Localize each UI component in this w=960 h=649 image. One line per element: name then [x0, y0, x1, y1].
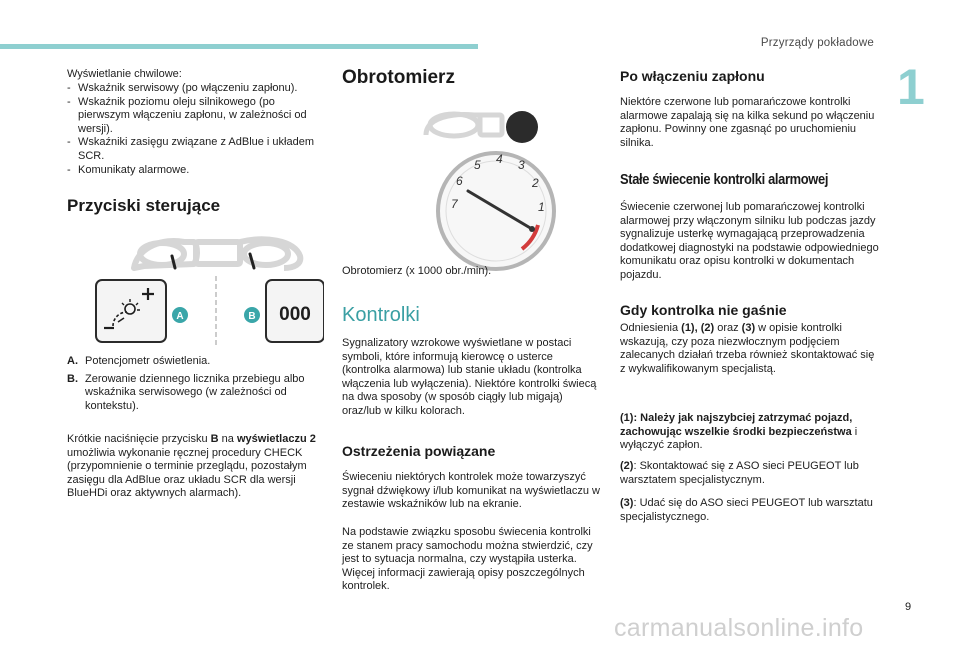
list-item: - Komunikaty alarmowe.: [67, 164, 329, 178]
ignition-paragraph: Niektóre czerwone lub pomarańczowe kontrolki alarmowe zapalają się na kilka sekund po włączeniu zapłonu. Powinny one zgasnąć po uruchomieniu silnika.: [620, 96, 875, 149]
light-stays-on-heading: Gdy kontrolka nie gaśnie: [620, 302, 787, 318]
cluster-outline-icon: [426, 111, 538, 143]
definition-row: [67, 373, 329, 414]
temporary-display-list: [67, 82, 329, 177]
warning-lights-paragraph: Sygnalizatory wzrokowe wyświetlane w postaci symboli, które informują kierowcę o usterce (kontrolka alarmowa) lub stanie układu (kontrolka włączenia lub wyłączenia). Niektóre kontrolki świecą na dwa sposoby (w sposób ciągły lub migają) oraz/lub w kilku kolorach.: [342, 337, 597, 417]
note-3: (3): Udać się do ASO sieci PEUGEOT lub warsztatu specjalistycznego.: [620, 497, 873, 523]
note-2: (2): Skontaktować się z ASO sieci PEUGEOT lub warsztatem specjalistycznym.: [620, 460, 859, 486]
gauge-number: 2: [532, 176, 539, 190]
temporary-display-intro: Wyświetlanie chwilowe:: [67, 68, 182, 80]
tachometer-illustration: [414, 105, 574, 275]
definition-text: Potencjometr oświetlenia.: [85, 355, 211, 367]
note-1: (1): Należy jak najszybciej zatrzymać pojazd, zachowując wszelkie środki bezpieczeństwa i wyłączyć zapłon.: [620, 412, 858, 452]
light-stays-on-paragraph: Odniesienia (1), (2) oraz (3) w opisie kontrolki wskazują, czy poza niezwłocznym podjęciem zalecanych działań trzeba również skontaktować się z wykwalifikowanym specjalistą.: [620, 322, 875, 375]
brightness-button-icon: [96, 280, 166, 342]
chapter-title: Przyrządy pokładowe: [760, 37, 874, 49]
chapter-number: 1: [897, 59, 925, 115]
list-item: - Wskaźniki zasięgu związane z AdBlue i układem SCR.: [67, 136, 329, 163]
related-warnings-heading: Ostrzeżenia powiązane: [342, 443, 496, 459]
related-warnings-paragraph-1: Świeceniu niektórych kontrolek może towarzyszyć sygnał dźwiękowy i/lub komunikat na wyświetlaczu w zestawie wskaźników lub na ekranie.: [342, 471, 600, 511]
page-number: 9: [905, 601, 912, 613]
list-item: - Wskaźnik poziomu oleju silnikowego (po pierwszym włączeniu zapłonu, w zależności od wersji).: [67, 96, 329, 137]
warning-lights-heading: Kontrolki: [342, 304, 420, 326]
gauge-number: 5: [474, 158, 481, 172]
check-procedure-paragraph: Krótkie naciśnięcie przycisku B na wyświetlaczu 2 umożliwia wykonanie ręcznej procedury CHECK (przypomnienie o terminie przeglądu, pozostałym zasięgu dla AdBlue oraz układu SCR dla wersji BlueHDi oraz aktywnych alarmach).: [67, 433, 316, 500]
watermark: carmanualsonline.info: [614, 614, 864, 642]
definition-text: Zerowanie dziennego licznika przebiegu albo wskaźnika serwisowego (w zależności od kontekstu).: [85, 372, 305, 412]
list-item: - Wskaźnik serwisowy (po włączeniu zapłonu).: [67, 82, 329, 96]
tachometer-heading: Obrotomierz: [342, 67, 455, 88]
button-a-label: A: [176, 311, 184, 322]
permanent-light-heading: Stałe świecenie kontrolki alarmowej: [620, 171, 829, 188]
tachometer-caption: Obrotomierz (x 1000 obr./min).: [342, 265, 492, 277]
related-warnings-paragraph-2: Na podstawie związku sposobu świecenia kontrolki ze stanem pracy samochodu można stwierdzić, czy jest to sytuacja normalna, czy wystąpiła usterka. Więcej informacji zawierają opisy poszczególnych kontrolek.: [342, 526, 593, 593]
gauge-number: 6: [456, 174, 463, 188]
definition-key: A.: [67, 355, 78, 367]
tachometer-dial-icon: [438, 152, 554, 269]
permanent-light-paragraph: Świecenie czerwonej lub pomarańczowej kontrolki alarmowej przy włączonym silniku lub podczas jazdy sygnalizuje usterkę wymagającą przeprowadzenia dodatkowej diagnostyki na podstawie odpowiedniego komunikatu oraz opisu kontrolki w dokumentach pojazdu.: [620, 201, 879, 281]
gauge-number: 7: [451, 197, 458, 211]
header-accent-bar: [0, 44, 478, 49]
control-buttons-illustration: [94, 228, 324, 348]
gauge-number: 3: [518, 158, 525, 172]
definition-row: [67, 355, 329, 369]
buttons-heading: Przyciski sterujące: [67, 196, 221, 215]
ignition-heading: Po włączeniu zapłonu: [620, 68, 765, 84]
button-b-label: B: [248, 311, 256, 322]
cluster-outline-icon: [134, 239, 300, 268]
button-definitions: [67, 355, 329, 413]
gauge-number: 1: [538, 200, 545, 214]
tachometer-highlight-icon: [506, 111, 538, 143]
reset-button-display: 000: [279, 304, 311, 325]
definition-key: B.: [67, 372, 78, 385]
gauge-number: 4: [496, 152, 503, 166]
